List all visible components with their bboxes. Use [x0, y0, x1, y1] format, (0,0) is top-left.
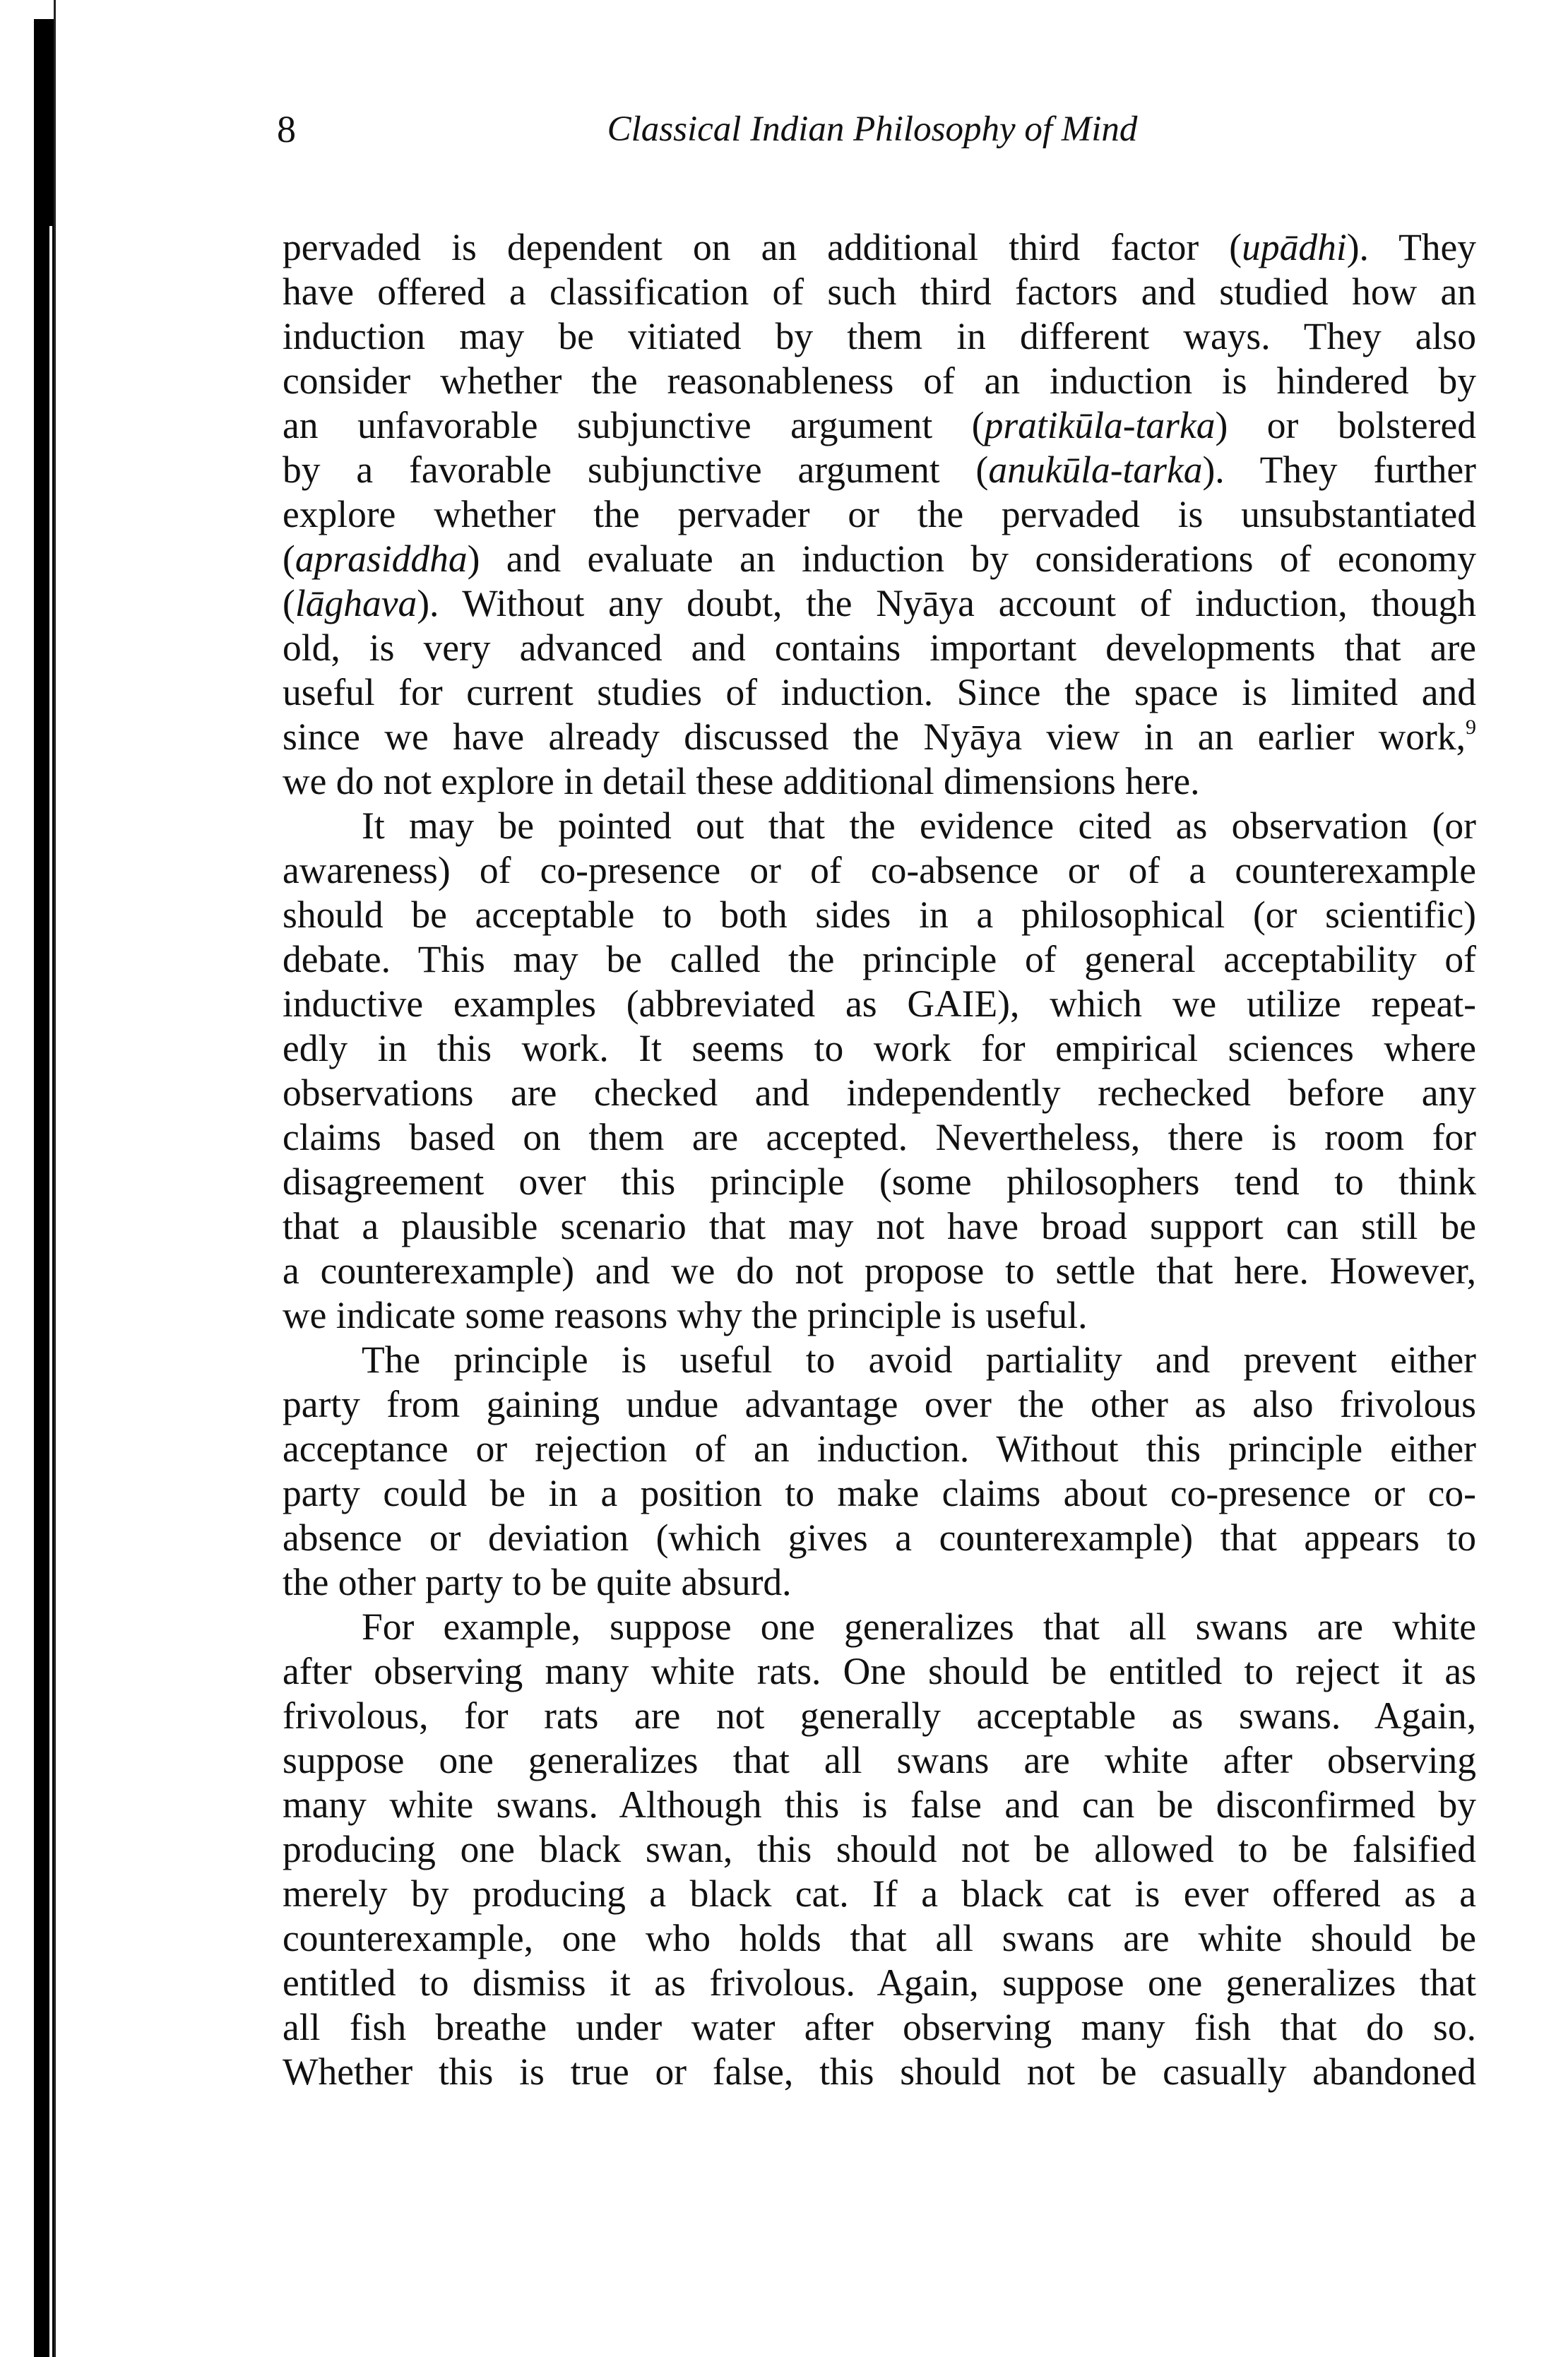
page-number: 8	[277, 108, 296, 150]
text-run: party from gaining undue advantage over the other as also frivolous	[283, 1383, 1476, 1425]
text-run: should be acceptable to both sides in a philosophical (or scientific)	[283, 893, 1476, 936]
text-run: (	[283, 582, 295, 624]
text-run: ). Without any doubt, the Nyāya account of induction, though	[417, 582, 1476, 624]
text-run: by a favorable subjunctive argument (	[283, 449, 989, 491]
text-run: acceptance or rejection of an induction. Without this principle either	[283, 1427, 1476, 1470]
text-run: an unfavorable subjunctive argument (	[283, 404, 985, 446]
text-line	[283, 1961, 1476, 2005]
text-run: It may be pointed out that the evidence cited as observation (or	[362, 805, 1476, 847]
text-run: counterexample, one who holds that all swans are white should be	[283, 1917, 1476, 1959]
text-line	[283, 937, 1476, 982]
text-run: we indicate some reasons why the principle is useful.	[283, 1294, 1088, 1336]
paragraph	[283, 804, 1476, 1338]
text-line	[283, 1783, 1476, 1827]
text-run: For example, suppose one generalizes that all swans are white	[362, 1605, 1476, 1648]
text-line	[283, 2005, 1476, 2050]
text-line	[283, 1071, 1476, 1115]
text-run: have offered a classification of such third factors and studied how an	[283, 271, 1476, 313]
text-line	[283, 1204, 1476, 1249]
text-run: inductive examples (abbreviated as GAIE), which we utilize repeat-	[283, 982, 1476, 1025]
text-line	[283, 1560, 1476, 1605]
text-run: explore whether the pervader or the pervaded is unsubstantiated	[283, 493, 1476, 535]
text-line	[283, 1605, 1476, 1649]
italic-term: upādhi	[1242, 226, 1347, 268]
paragraph	[283, 1338, 1476, 1605]
text-run: since we have already discussed the Nyāya view in an earlier work,	[283, 716, 1466, 758]
text-run: ) and evaluate an induction by considerations of economy	[467, 538, 1476, 580]
text-run: merely by producing a black cat. If a black cat is ever offered as a	[283, 1872, 1476, 1915]
text-run: after observing many white rats. One should be entitled to reject it as	[283, 1650, 1476, 1692]
text-run: pervaded is dependent on an additional third factor (	[283, 226, 1242, 268]
text-line	[283, 403, 1476, 448]
text-run: ). They further	[1202, 449, 1476, 491]
text-line	[283, 1026, 1476, 1071]
text-line	[283, 982, 1476, 1026]
text-line	[283, 1382, 1476, 1427]
text-run: party could be in a position to make claims about co-presence or co-	[283, 1472, 1476, 1514]
text-run: old, is very advanced and contains important developments that are	[283, 627, 1476, 669]
text-line	[283, 893, 1476, 937]
text-run: frivolous, for rats are not generally acceptable as swans. Again,	[283, 1694, 1476, 1737]
text-line	[283, 715, 1476, 759]
italic-term: lāghava	[295, 582, 417, 624]
text-run: claims based on them are accepted. Nevertheless, there is room for	[283, 1116, 1476, 1158]
text-line	[283, 314, 1476, 359]
text-line	[283, 626, 1476, 670]
text-run: useful for current studies of induction. Since the space is limited and	[283, 671, 1476, 713]
text-run: that a plausible scenario that may not have broad support can still be	[283, 1205, 1476, 1247]
paragraph	[283, 225, 1476, 804]
text-line	[283, 1427, 1476, 1471]
text-line	[283, 1916, 1476, 1961]
text-line	[283, 448, 1476, 492]
text-line	[283, 581, 1476, 626]
text-run: awareness) of co-presence or of co-absence or of a counterexample	[283, 849, 1476, 891]
text-run: (	[283, 538, 295, 580]
text-run: disagreement over this principle (some philosophers tend to think	[283, 1160, 1476, 1203]
text-run: all fish breathe under water after observing many fish that do so.	[283, 2006, 1476, 2048]
text-run: debate. This may be called the principle of general acceptability of	[283, 938, 1476, 980]
text-run: edly in this work. It seems to work for empirical sciences where	[283, 1027, 1476, 1069]
scan-binding-gap	[49, 226, 52, 2357]
text-run: many white swans. Although this is false and can be disconfirmed by	[283, 1783, 1476, 1826]
footnote-marker: 9	[1466, 716, 1476, 739]
italic-term: aprasiddha	[295, 538, 468, 580]
text-line	[283, 1827, 1476, 1872]
text-line	[283, 1872, 1476, 1916]
italic-term: anukūla-tarka	[988, 449, 1203, 491]
text-line	[283, 848, 1476, 893]
text-line	[283, 1160, 1476, 1204]
text-run: absence or deviation (which gives a counterexample) that appears to	[283, 1516, 1476, 1559]
text-line	[283, 1471, 1476, 1516]
text-run: a counterexample) and we do not propose to settle that here. However,	[283, 1249, 1476, 1292]
text-line	[283, 670, 1476, 715]
text-line	[283, 270, 1476, 314]
text-line	[283, 1249, 1476, 1293]
text-line	[283, 1516, 1476, 1560]
text-line	[283, 1738, 1476, 1783]
text-line	[283, 1293, 1476, 1338]
body-text	[283, 225, 1476, 2094]
text-run: observations are checked and independently rechecked before any	[283, 1071, 1476, 1114]
scan-binding-edge	[54, 0, 56, 2357]
text-run: suppose one generalizes that all swans are white after observing	[283, 1739, 1476, 1781]
text-run: Whether this is true or false, this should not be casually abandoned	[283, 2050, 1476, 2093]
text-run: the other party to be quite absurd.	[283, 1561, 792, 1603]
text-run: The principle is useful to avoid partiality and prevent either	[362, 1338, 1476, 1381]
text-line	[283, 759, 1476, 804]
text-line	[283, 359, 1476, 403]
paragraph	[283, 1605, 1476, 2094]
text-line	[283, 2050, 1476, 2094]
italic-term: pratikūla-tarka	[984, 404, 1216, 446]
text-line	[283, 804, 1476, 848]
text-run: ). They	[1346, 226, 1476, 268]
text-line	[283, 1115, 1476, 1160]
text-line	[283, 1694, 1476, 1738]
text-run: we do not explore in detail these additional dimensions here.	[283, 760, 1200, 802]
text-line	[283, 537, 1476, 581]
text-run: entitled to dismiss it as frivolous. Again, suppose one generalizes that	[283, 1961, 1476, 2004]
text-run: ) or bolstered	[1215, 404, 1476, 446]
text-line	[283, 1649, 1476, 1694]
text-run: producing one black swan, this should not be allowed to be falsified	[283, 1828, 1476, 1870]
text-run: consider whether the reasonableness of an induction is hindered by	[283, 360, 1476, 402]
text-line	[283, 1338, 1476, 1382]
text-line	[283, 225, 1476, 270]
text-run: induction may be vitiated by them in different ways. They also	[283, 315, 1476, 357]
running-head-title: Classical Indian Philosophy of Mind	[607, 109, 1138, 149]
text-line	[283, 492, 1476, 537]
